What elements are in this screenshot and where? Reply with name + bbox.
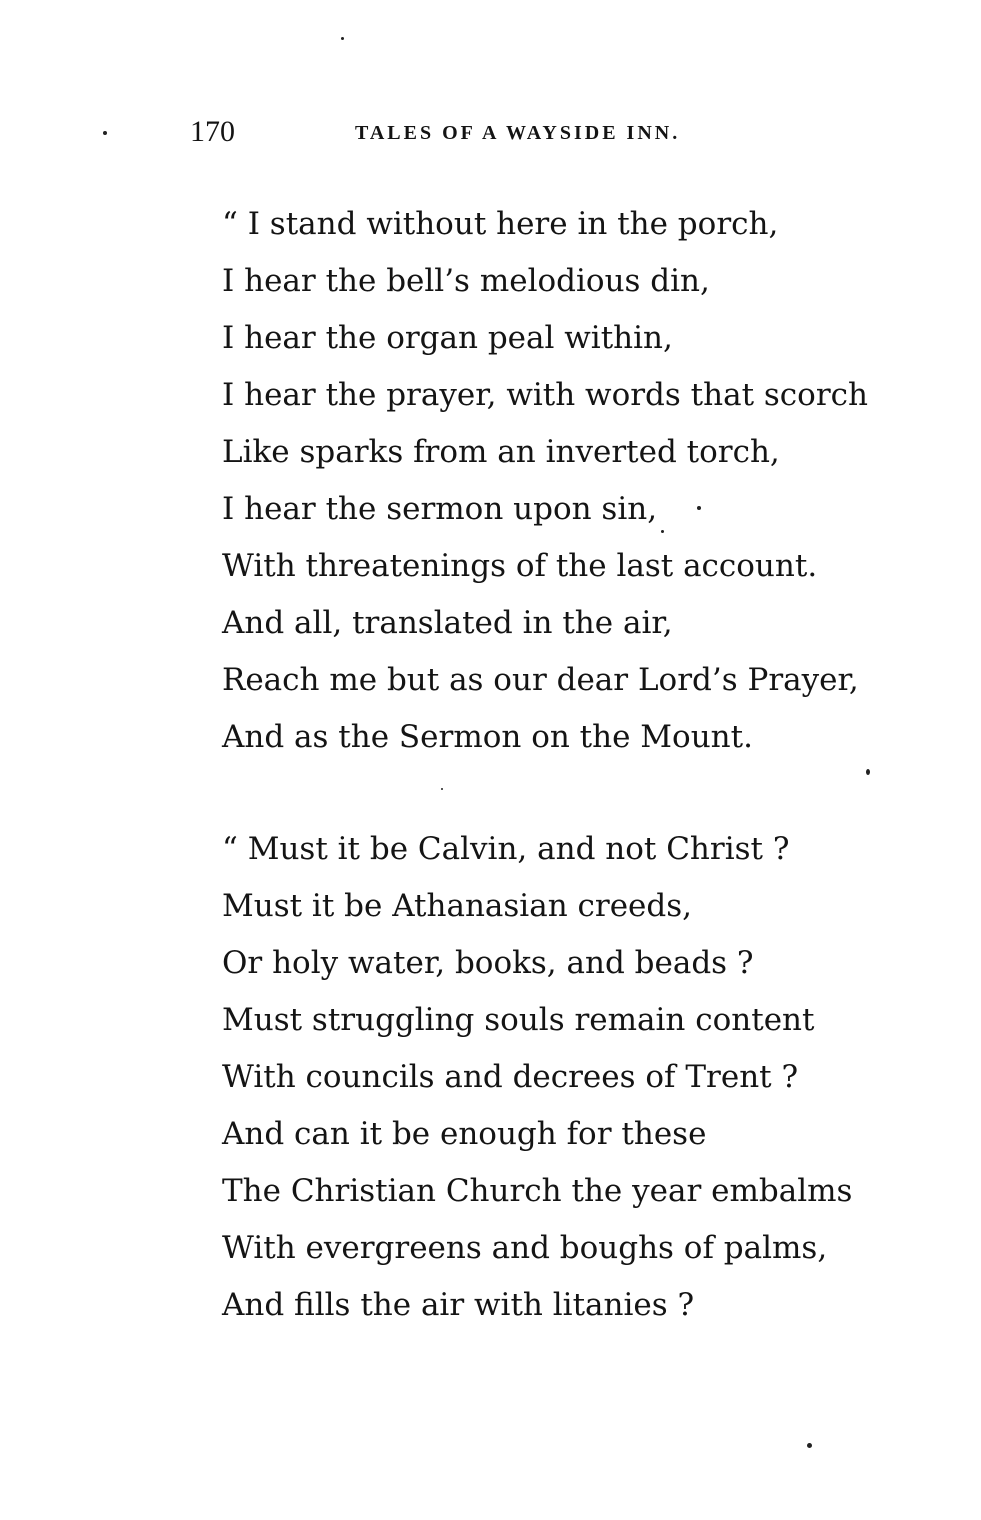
scan-speck <box>866 769 870 775</box>
verse-line: I hear the prayer, with words that scorch <box>222 377 868 413</box>
page-number: 170 <box>190 115 235 148</box>
verse-line: And all, translated in the air, <box>222 605 673 641</box>
verse-line: With evergreens and boughs of palms, <box>222 1230 828 1266</box>
verse-line: Or holy water, books, and beads ? <box>222 945 754 981</box>
verse-line: “ Must it be Calvin, and not Christ ? <box>222 831 790 867</box>
stanza-2 <box>222 821 852 1334</box>
scan-speck <box>697 506 701 510</box>
verse-line: With councils and decrees of Trent ? <box>222 1059 799 1095</box>
stanza-1 <box>222 196 868 766</box>
verse-line: I hear the sermon upon sin, <box>222 491 658 527</box>
scan-speck <box>341 37 344 40</box>
verse-line: And as the Sermon on the Mount. <box>222 719 753 755</box>
scan-speck <box>661 530 664 533</box>
scan-speck <box>807 1443 812 1448</box>
verse-line: And can it be enough for these <box>222 1116 707 1152</box>
verse-line: I hear the organ peal within, <box>222 320 673 356</box>
verse-line: Must struggling souls remain content <box>222 1002 815 1038</box>
verse-line: And fills the air with litanies ? <box>222 1287 695 1323</box>
verse-line: I hear the bell’s melodious din, <box>222 263 710 299</box>
verse-line: “ I stand without here in the porch, <box>222 206 779 242</box>
verse-line: With threatenings of the last account. <box>222 548 818 584</box>
scan-speck <box>441 788 443 790</box>
verse-line: Reach me but as our dear Lord’s Prayer, <box>222 662 859 698</box>
running-title: TALES OF A WAYSIDE INN. <box>355 122 681 144</box>
verse-line: Must it be Athanasian creeds, <box>222 888 692 924</box>
scan-speck <box>103 131 107 135</box>
verse-line: Like sparks from an inverted torch, <box>222 434 780 470</box>
verse-line: The Christian Church the year embalms <box>222 1173 853 1209</box>
